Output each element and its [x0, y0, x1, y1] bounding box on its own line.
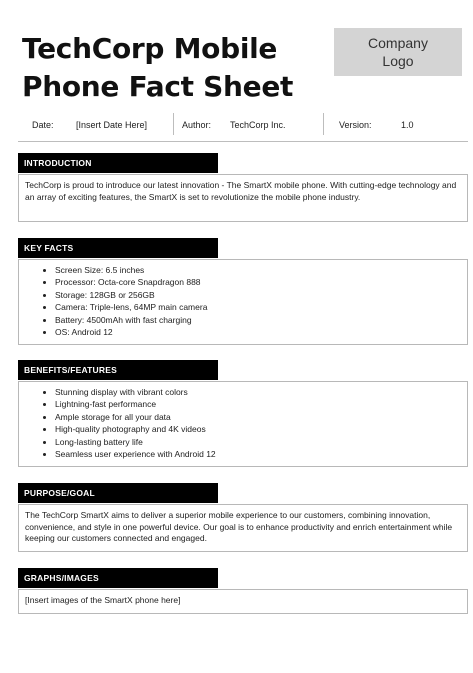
list-item: • Battery: 4500mAh with fast charging	[55, 314, 467, 326]
author-label: Author:	[182, 120, 212, 130]
list-item: • Camera: Triple-lens, 64MP main camera	[55, 301, 467, 313]
company-logo-placeholder	[334, 28, 462, 76]
graphs-box	[18, 589, 468, 614]
list-item: • Processor: Octa-core Snapdragon 888	[55, 276, 467, 288]
date-label: Date:	[32, 120, 54, 130]
list-item: • Screen Size: 6.5 inches	[55, 264, 467, 276]
list-item: • Stunning display with vibrant colors	[55, 386, 467, 398]
list-item: • Long-lasting battery life	[55, 436, 467, 448]
meta-divider	[173, 113, 174, 135]
introduction-text: TechCorp is proud to introduce our latest innovation - The SmartX mobile phone. With cutting-edge technology and an array of exciting features, the SmartX is set to revolutionize the mobile phone industry.	[25, 180, 457, 202]
list-item: • OS: Android 12	[55, 326, 467, 338]
purpose-heading: PURPOSE/GOAL	[18, 483, 218, 503]
version-value: 1.0	[401, 120, 414, 130]
meta-underline	[18, 141, 468, 142]
version-label: Version:	[339, 120, 372, 130]
page-title: TechCorp Mobile Phone Fact Sheet	[22, 32, 294, 103]
benefits-heading: BENEFITS/FEATURES	[18, 360, 218, 380]
key-facts-list	[19, 260, 467, 342]
logo-text: Company Logo	[368, 35, 428, 69]
purpose-box	[18, 504, 468, 552]
benefits-list	[19, 382, 467, 464]
list-item: • Ample storage for all your data	[55, 411, 467, 423]
key-facts-heading: KEY FACTS	[18, 238, 218, 258]
date-value: [Insert Date Here]	[76, 120, 148, 130]
purpose-text: The TechCorp SmartX aims to deliver a superior mobile experience to our customers, combining innovation, convenience, and style in one powerful device. Our goal is to enhance productivity and enrich entertainment while keeping our customers connected and engaged.	[25, 510, 453, 543]
meta-divider	[323, 113, 324, 135]
graphs-heading: GRAPHS/IMAGES	[18, 568, 218, 588]
author-value: TechCorp Inc.	[230, 120, 286, 130]
list-item: • Lightning-fast performance	[55, 398, 467, 410]
benefits-box	[18, 381, 468, 467]
introduction-heading: INTRODUCTION	[18, 153, 218, 173]
list-item: • High-quality photography and 4K videos	[55, 423, 467, 435]
introduction-box	[18, 174, 468, 222]
meta-row	[18, 113, 468, 137]
list-item: • Storage: 128GB or 256GB	[55, 289, 467, 301]
graphs-placeholder-text: [Insert images of the SmartX phone here]	[25, 595, 181, 605]
key-facts-box	[18, 259, 468, 345]
list-item: • Seamless user experience with Android 12	[55, 448, 467, 460]
